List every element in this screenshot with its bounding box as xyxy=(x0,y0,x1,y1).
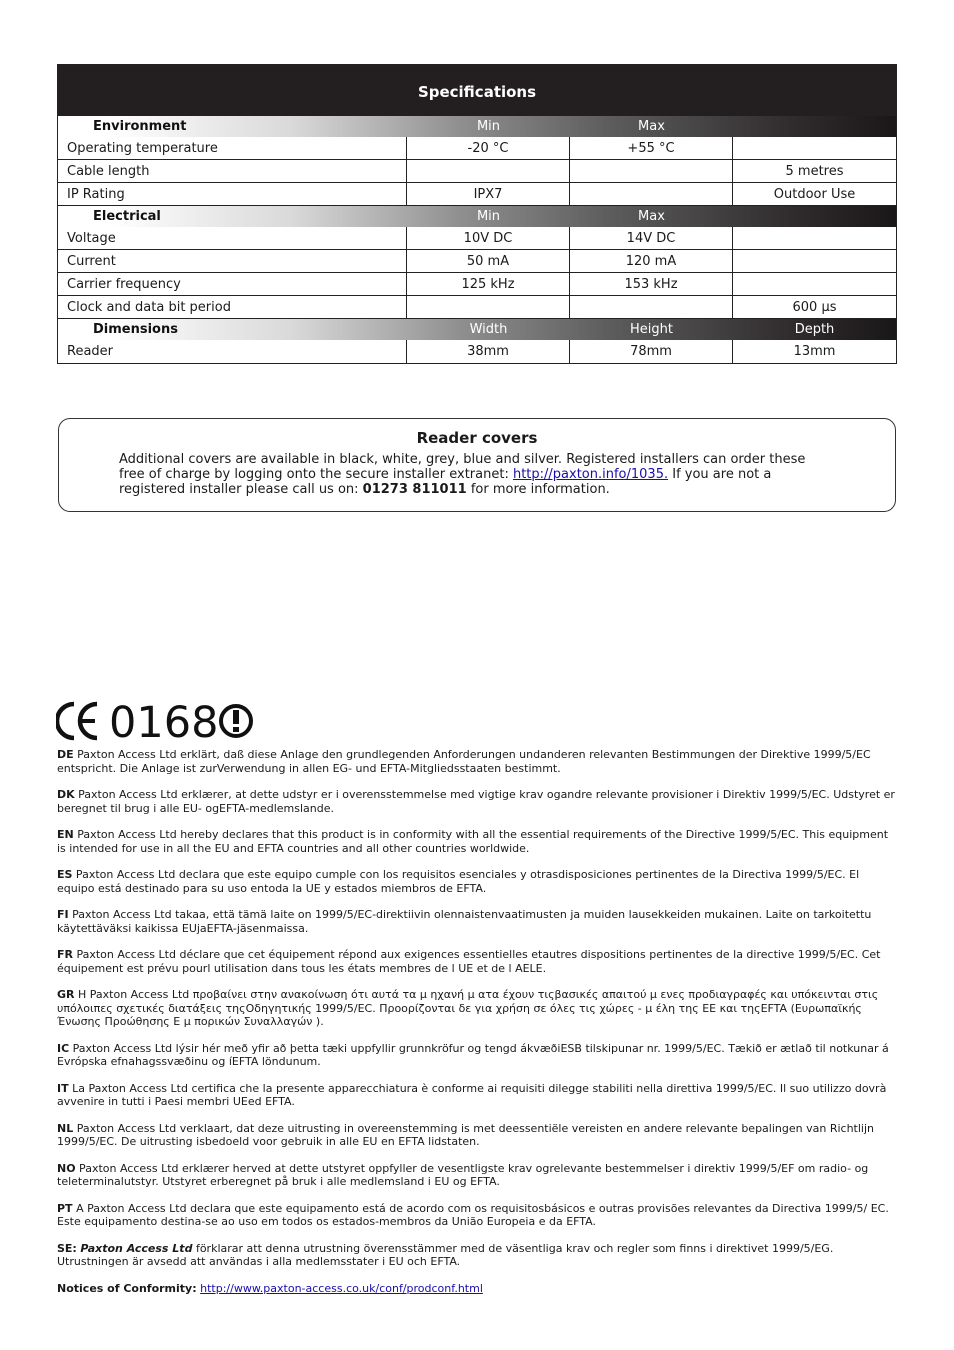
company-name: Paxton Access Ltd xyxy=(80,1241,193,1255)
declaration-dk xyxy=(57,788,899,815)
row-value xyxy=(570,160,733,183)
declaration-fi xyxy=(57,908,899,935)
row-value: 14V DC xyxy=(570,227,733,250)
declaration-de xyxy=(57,748,899,775)
column-header-empty xyxy=(733,206,896,227)
reader-covers-title: Reader covers xyxy=(416,429,538,447)
language-code: NL xyxy=(57,1121,74,1135)
row-value xyxy=(733,137,896,160)
table-row xyxy=(58,296,896,319)
column-header-height: Height xyxy=(630,322,673,337)
section-header-electrical xyxy=(58,206,896,227)
row-value: IPX7 xyxy=(407,183,570,206)
row-value xyxy=(733,273,896,296)
declaration-text: Paxton Access Ltd erklärt, daß diese Anlage den grundlegenden Anforderungen undanderen relevanten Bestimmungen der Direktive 1999/5/EC entspricht. Die Anlage ist zurVerwendung in allen EG- und EFTA-Mitgliedsstaaten bestimmt. xyxy=(57,748,871,775)
section-heading: Environment xyxy=(93,119,187,134)
declaration-text: Paxton Access Ltd hereby declares that this product is in conformity with all the essential requirements of the Directive 1999/5/EC. This equipment is intended for use in all the EU and EFTA countries and all other countries worldwide. xyxy=(57,828,889,855)
declaration-text: Η Paxton Access Ltd προβαίνει στην ανακοίνωση ότι αυτά τα μ ηχανή μ ατα έχουν τιςβασικές απαιτού μ ενες προδιαγραφές και υπόκεινται στις υπόλοιπες σχετικές διατάξεις τηςΟδηγητικής 1999/5/EC. Προορίζονται δε για χρήση σε όλες τις χώρες - μ έλη της ΕΕ και τηςEFTA (Ευρωπαϊκής Ένωσης Προώθησης Ε μ πορικών Συναλλαγών ). xyxy=(57,988,879,1028)
row-value xyxy=(407,160,570,183)
declaration-text: A Paxton Access Ltd declara que este equipamento está de acordo com os requisitosbásicos e outras provisões relevantes da Directiva 1999/5/ EC. Este equipamento destina-se ao uso em todos os estados-membros da União Europeia e da EFTA. xyxy=(57,1201,889,1228)
row-value xyxy=(733,227,896,250)
table-row xyxy=(58,250,896,273)
language-code: FR xyxy=(57,948,73,961)
row-label: Current xyxy=(58,250,407,273)
ce-mark-logo xyxy=(56,700,256,742)
language-code: IT xyxy=(57,1081,69,1095)
specifications-table xyxy=(57,64,897,364)
declaration-text: Paxton Access Ltd takaa, että tämä laite on 1999/5/EC-direktiivin olennaistenvaatimusten ja muiden lausekkeiden mukainen. Laite on tarkoitettu käytettäväksi kaikissa EUjaEFTA-jäsenmaissa. xyxy=(57,908,872,935)
row-value xyxy=(570,296,733,319)
table-row xyxy=(58,183,896,206)
language-code: SE: xyxy=(57,1241,77,1255)
row-label: Clock and data bit period xyxy=(58,296,407,319)
reader-covers-box xyxy=(58,418,896,512)
notices-link[interactable]: http://www.paxton-access.co.uk/conf/prodconf.html xyxy=(200,1281,483,1295)
row-value: 13mm xyxy=(793,344,836,359)
row-value: 10V DC xyxy=(407,227,570,250)
table-row xyxy=(58,273,896,296)
language-code: GR xyxy=(57,988,75,1001)
row-value: 78mm xyxy=(570,340,733,363)
row-label: Voltage xyxy=(58,227,407,250)
language-code: PT xyxy=(57,1201,73,1215)
declaration-fr xyxy=(57,948,899,975)
row-value xyxy=(733,250,896,273)
notices-label: Notices of Conformity: xyxy=(57,1281,197,1295)
row-value xyxy=(570,183,733,206)
table-row xyxy=(58,160,896,183)
row-value: +55 °C xyxy=(570,137,733,160)
specifications-title: Specifications xyxy=(58,65,896,116)
covers-text-part: If you are not a registered installer please call us on: xyxy=(119,467,772,497)
section-heading: Electrical xyxy=(93,209,161,224)
declaration-no xyxy=(57,1162,899,1189)
row-label: Cable length xyxy=(58,160,407,183)
language-code: ES xyxy=(57,868,73,881)
row-label: Carrier frequency xyxy=(58,273,407,296)
row-value: 120 mA xyxy=(570,250,733,273)
declaration-text: Paxton Access Ltd lýsir hér með yfir að þetta tæki uppfyllir grunnkröfur og tengd ákvæðiESB tilskipunar nr. 1999/5/EC. Tækið er ætlað til notkunar á Evrópska efnahagssvæðinu og íEFTA löndunum. xyxy=(57,1041,889,1068)
declaration-es xyxy=(57,868,899,895)
row-value: 38mm xyxy=(407,340,570,363)
section-header-environment xyxy=(58,116,896,137)
language-code: NO xyxy=(57,1161,76,1175)
reader-covers-text xyxy=(119,452,835,497)
row-value xyxy=(407,296,570,319)
row-value: 125 kHz xyxy=(407,273,570,296)
declaration-text: Paxton Access Ltd verklaart, dat deze uitrusting in overeenstemming is met deessentiële vereisten en andere relevante bepalingen van Richtlijn 1999/5/EC. De uitrusting isbedoeld voor gebruik in alle EU en EFTA lidstaten. xyxy=(57,1121,874,1148)
language-code: DE xyxy=(57,748,74,761)
row-value: 153 kHz xyxy=(570,273,733,296)
language-code: IC xyxy=(57,1041,70,1055)
declarations-of-conformity xyxy=(57,748,899,1308)
section-header-dimensions xyxy=(58,319,896,340)
row-label: IP Rating xyxy=(58,183,407,206)
column-header-max: Max xyxy=(638,209,665,224)
declaration-nl xyxy=(57,1122,899,1149)
column-header-min: Min xyxy=(476,119,501,134)
row-value: -20 °C xyxy=(407,137,570,160)
declaration-pt xyxy=(57,1202,899,1229)
language-code: EN xyxy=(57,828,74,841)
declaration-text: La Paxton Access Ltd certifica che la presente apparecchiatura è conforme ai requisiti dilegge stabiliti nella direttiva 1999/5/EC. Il suo utilizzo dovrà avvenire in tutti i Paesi membri UEed EFTA. xyxy=(57,1081,887,1108)
row-value: Outdoor Use xyxy=(733,183,896,206)
extranet-link[interactable]: http://paxton.info/1035. xyxy=(512,467,669,482)
row-value: 5 metres xyxy=(733,160,896,183)
declaration-text: Paxton Access Ltd erklærer, at dette udstyr er i overensstemmelse med vigtige krav ogandre relevante provisioner i Direktiv 1999/5/EC. Udstyret er beregnet til brug i alle EU- ogEFTA-medlemslande. xyxy=(57,788,895,815)
column-header-empty xyxy=(733,116,896,137)
column-header-width: Width xyxy=(469,322,508,337)
language-code: FI xyxy=(57,908,69,921)
column-header-min: Min xyxy=(476,209,501,224)
table-row xyxy=(58,340,896,363)
declaration-text: Paxton Access Ltd erklærer herved at dette utstyret oppfyller de vesentligste krav ogrelevante bestemmelser i direktiv 1999/5/EF om radio- og teleterminalutstyr. Utstyret erberegnet på bruk i alle medlemsland i EU og EFTA. xyxy=(57,1161,869,1188)
phone-number: 01273 811011 xyxy=(362,482,467,497)
declaration-gr xyxy=(57,988,899,1029)
language-code: DK xyxy=(57,788,75,801)
covers-text-part: Additional covers are available in black, white, grey, blue and silver. Registered installers can order these free of charge by logging onto the secure installer extranet: xyxy=(119,452,806,482)
table-row xyxy=(58,227,896,250)
declaration-en xyxy=(57,828,899,855)
table-row xyxy=(58,137,896,160)
declaration-ic xyxy=(57,1042,899,1069)
row-label: Reader xyxy=(58,340,407,363)
row-label: Operating temperature xyxy=(58,137,407,160)
declaration-se xyxy=(57,1242,899,1269)
declaration-text: förklarar att denna utrustning överensstämmer med de väsentliga krav och regler som finns i direktivet 1999/5/EG. Utrustningen är avsedd att användas i alla medlemsstater i EU och EFTA. xyxy=(57,1241,834,1268)
declaration-text: Paxton Access Ltd déclare que cet équipement répond aux exigences essentielles etautres dispositions pertinentes de la directive 1999/5/EC. Cet équipement est prévu pourl utilisation dans tous les états membres de l UE et de l AELE. xyxy=(57,948,881,975)
section-heading: Dimensions xyxy=(93,322,178,337)
column-header-depth: Depth xyxy=(794,322,835,337)
column-header-max: Max xyxy=(638,119,665,134)
declaration-text: Paxton Access Ltd declara que este equipo cumple con los requisitos esenciales y otrasdisposiciones pertinentes de la Directiva 1999/5/EC. El equipo está destinado para su uso entoda la UE y estados miembros de EFTA. xyxy=(57,868,860,895)
ce-number: 0168 xyxy=(109,700,219,742)
row-value: 600 µs xyxy=(733,296,896,319)
declaration-it xyxy=(57,1082,899,1109)
row-value: 50 mA xyxy=(407,250,570,273)
notices-of-conformity xyxy=(57,1282,899,1296)
covers-text-part: for more information. xyxy=(466,482,610,497)
